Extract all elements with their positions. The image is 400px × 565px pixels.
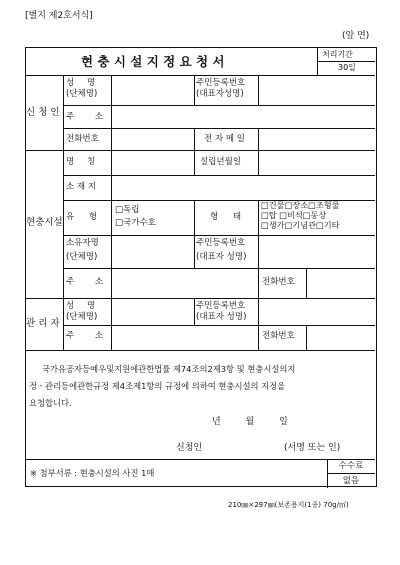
manager-address-label: 주 소 bbox=[66, 331, 104, 341]
facility-type-options bbox=[115, 205, 156, 228]
applicant-address-label: 주 소 bbox=[66, 112, 104, 122]
checkbox-national-defense[interactable]: □국가수호 bbox=[115, 217, 156, 228]
owner-address-label: 주 소 bbox=[66, 277, 104, 287]
form-title: 현 충 시 설 지 정 요 청 서 bbox=[81, 54, 225, 69]
manager-name-label: 성 명 (단체명) bbox=[66, 301, 98, 322]
facility-form-label: 형 태 bbox=[210, 212, 242, 222]
processing-period-value: 30일 bbox=[338, 63, 356, 72]
statement-line-1: 국가유공자등예우및지원에관한법률 제74조의2제3항 및 현충시설의지 bbox=[42, 364, 296, 374]
applicant-phone-label: 전화번호 bbox=[66, 134, 99, 144]
owner-phone-label: 전화번호 bbox=[262, 277, 295, 287]
signer-label: 신청인 bbox=[176, 443, 203, 453]
page-side-label: (앞 면) bbox=[342, 31, 370, 41]
statement-line-3: 요청합니다. bbox=[29, 398, 72, 408]
manager-phone-label: 전화번호 bbox=[262, 331, 295, 341]
owner-name-label: 소유자명 (단체명) bbox=[66, 238, 99, 262]
checkbox-independence[interactable]: □독립 bbox=[115, 205, 140, 215]
fee-label: 수수료 bbox=[338, 461, 364, 471]
attachment-note: ※ 첨부서류 : 현충시설의 사진 1매 bbox=[30, 468, 155, 478]
form-number: [별지 제2호서식] bbox=[25, 11, 93, 21]
applicant-id-label: 주민등록번호 (대표자성명) bbox=[196, 78, 246, 99]
owner-id-label: 주민등록번호 (대표자 성명) bbox=[196, 238, 247, 262]
form-options-row-1[interactable]: □건물□장소□조형물 bbox=[261, 200, 340, 210]
paper-spec: 210㎜×297㎜(보존용지(1종) 70g/㎡) bbox=[228, 501, 349, 509]
facility-type-label: 유 형 bbox=[66, 212, 98, 222]
facility-form-options bbox=[261, 201, 340, 231]
manager-id-label: 주민등록번호 (대표자 성명) bbox=[196, 301, 247, 322]
form-options-row-3[interactable]: □생가□기념관□기타 bbox=[261, 219, 340, 230]
facility-name-label: 명 칭 bbox=[66, 157, 96, 167]
manager-section-label: 관 리 자 bbox=[26, 318, 60, 329]
fee-value: 없음 bbox=[342, 476, 360, 486]
signature-note: (서명 또는 인) bbox=[284, 443, 341, 453]
facility-established-label: 설립년월일 bbox=[200, 157, 242, 167]
applicant-email-label: 전 자 메 일 bbox=[204, 134, 245, 144]
applicant-section-label: 신 청 인 bbox=[26, 107, 60, 118]
form-options-row-2[interactable]: □탑 □비석□동상 bbox=[261, 209, 327, 220]
applicant-name-label: 성 명 (단체명) bbox=[66, 78, 98, 99]
request-form bbox=[25, 47, 377, 487]
date-line: 년 월 일 bbox=[212, 417, 288, 427]
statement-line-2: 정ㆍ관리등에관한규정 제4조제1항의 규정에 의하여 현충시설의 지정을 bbox=[29, 381, 286, 391]
facility-location-label: 소 재 지 bbox=[66, 182, 97, 192]
processing-period-label: 처리기간 bbox=[322, 50, 353, 59]
facility-section-label: 현충시설 bbox=[26, 217, 63, 228]
